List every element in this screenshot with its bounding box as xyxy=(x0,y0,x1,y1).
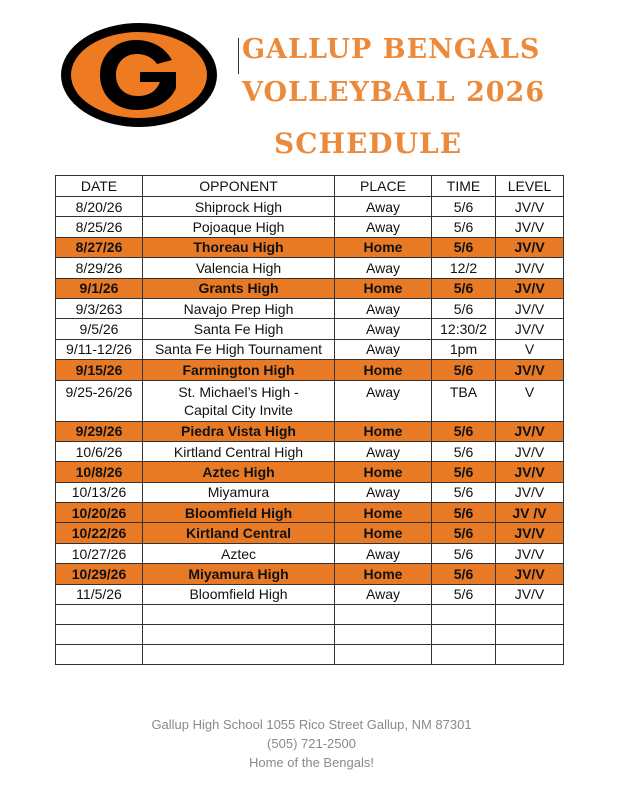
cell-date: 9/11-12/26 xyxy=(56,339,143,359)
cell-place: Home xyxy=(335,360,432,380)
cell-date: 9/29/26 xyxy=(56,421,143,441)
header-place: PLACE xyxy=(335,176,432,197)
blank-cell xyxy=(335,625,432,645)
cell-date: 8/20/26 xyxy=(56,197,143,217)
table-row xyxy=(56,441,564,461)
cell-opponent: Kirtland Central xyxy=(143,523,335,543)
cell-time: 5/6 xyxy=(432,217,496,237)
table-row xyxy=(56,543,564,563)
cell-time: 5/6 xyxy=(432,503,496,523)
cell-place: Away xyxy=(335,543,432,563)
blank-cell xyxy=(496,645,564,665)
blank-cell xyxy=(143,645,335,665)
cell-level: V xyxy=(496,380,564,421)
table-row xyxy=(56,319,564,339)
blank-cell xyxy=(56,625,143,645)
cell-place: Home xyxy=(335,523,432,543)
cell-place: Away xyxy=(335,441,432,461)
cell-level: JV/V xyxy=(496,278,564,298)
table-row xyxy=(56,298,564,318)
cell-time: 5/6 xyxy=(432,197,496,217)
cell-date: 8/27/26 xyxy=(56,237,143,257)
cell-date: 10/29/26 xyxy=(56,564,143,584)
cell-place: Away xyxy=(335,482,432,502)
cell-opponent: Bloomfield High xyxy=(143,584,335,604)
cell-place: Away xyxy=(335,258,432,278)
blank-cell xyxy=(432,605,496,625)
cell-time: 5/6 xyxy=(432,584,496,604)
cell-level: JV/V xyxy=(496,523,564,543)
cell-level: JV/V xyxy=(496,197,564,217)
cell-opponent-line-2: Capital City Invite xyxy=(184,401,293,418)
blank-cell xyxy=(143,605,335,625)
header-level: LEVEL xyxy=(496,176,564,197)
cell-place: Home xyxy=(335,421,432,441)
header-time: TIME xyxy=(432,176,496,197)
cell-time: 5/6 xyxy=(432,298,496,318)
gallup-g-logo xyxy=(60,22,218,128)
cell-date: 10/27/26 xyxy=(56,543,143,563)
cell-opponent: Pojoaque High xyxy=(143,217,335,237)
cell-opponent xyxy=(143,380,335,421)
cell-level: JV/V xyxy=(496,298,564,318)
cell-time: 5/6 xyxy=(432,237,496,257)
blank-row xyxy=(56,645,564,665)
table-row xyxy=(56,197,564,217)
table-row xyxy=(56,360,564,380)
cell-opponent: Grants High xyxy=(143,278,335,298)
table-row xyxy=(56,564,564,584)
cell-date: 10/20/26 xyxy=(56,503,143,523)
cell-place: Home xyxy=(335,278,432,298)
cell-place: Away xyxy=(335,380,432,421)
cell-place: Home xyxy=(335,237,432,257)
cell-place: Home xyxy=(335,503,432,523)
cell-time: 5/6 xyxy=(432,421,496,441)
table-row xyxy=(56,380,564,421)
footer-phone: (505) 721-2500 xyxy=(267,736,356,751)
header-opponent: OPPONENT xyxy=(143,176,335,197)
cell-level: JV/V xyxy=(496,319,564,339)
cell-date: 10/13/26 xyxy=(56,482,143,502)
cell-level: JV/V xyxy=(496,360,564,380)
table-row xyxy=(56,523,564,543)
footer xyxy=(0,715,623,772)
schedule-table xyxy=(55,175,564,665)
cell-place: Away xyxy=(335,319,432,339)
blank-cell xyxy=(335,645,432,665)
table-row xyxy=(56,462,564,482)
cell-level: JV/V xyxy=(496,421,564,441)
footer-address: Gallup High School 1055 Rico Street Gallup, NM 87301 xyxy=(151,717,472,732)
cell-place: Away xyxy=(335,197,432,217)
cell-place: Home xyxy=(335,462,432,482)
cell-time: 5/6 xyxy=(432,482,496,502)
cell-opponent: Valencia High xyxy=(143,258,335,278)
blank-cell xyxy=(335,605,432,625)
cell-place: Away xyxy=(335,339,432,359)
cell-time: 5/6 xyxy=(432,564,496,584)
cell-level: JV/V xyxy=(496,237,564,257)
cell-time: 12/2 xyxy=(432,258,496,278)
blank-cell xyxy=(56,645,143,665)
cell-level: V xyxy=(496,339,564,359)
cell-date: 9/5/26 xyxy=(56,319,143,339)
cell-date: 11/5/26 xyxy=(56,584,143,604)
footer-tagline: Home of the Bengals! xyxy=(248,755,375,770)
cell-level: JV/V xyxy=(496,217,564,237)
cell-opponent: Santa Fe High Tournament xyxy=(143,339,335,359)
cell-level: JV /V xyxy=(496,503,564,523)
cell-opponent: Miyamura High xyxy=(143,564,335,584)
cell-opponent: Kirtland Central High xyxy=(143,441,335,461)
schedule-body xyxy=(56,197,564,665)
blank-row xyxy=(56,625,564,645)
cell-level: JV/V xyxy=(496,584,564,604)
title-line-2: VOLLEYBALL 2026 xyxy=(242,77,546,108)
table-row xyxy=(56,258,564,278)
cell-date: 9/15/26 xyxy=(56,360,143,380)
cell-opponent-line-1: St. Michael’s High - xyxy=(178,383,299,400)
table-header-row xyxy=(56,176,564,197)
cell-time: 1pm xyxy=(432,339,496,359)
cell-time: 5/6 xyxy=(432,462,496,482)
cell-date: 9/25-26/26 xyxy=(56,380,143,421)
blank-cell xyxy=(56,605,143,625)
table-row xyxy=(56,237,564,257)
table-row xyxy=(56,278,564,298)
cell-date: 10/22/26 xyxy=(56,523,143,543)
cell-time: 5/6 xyxy=(432,360,496,380)
table-row xyxy=(56,584,564,604)
cell-place: Home xyxy=(335,564,432,584)
cell-place: Away xyxy=(335,584,432,604)
cell-date: 8/29/26 xyxy=(56,258,143,278)
cell-opponent: Miyamura xyxy=(143,482,335,502)
text-cursor xyxy=(238,38,239,74)
blank-row xyxy=(56,605,564,625)
cell-opponent: Shiprock High xyxy=(143,197,335,217)
title-line-3: SCHEDULE xyxy=(274,127,463,160)
table-row xyxy=(56,217,564,237)
cell-level: JV/V xyxy=(496,543,564,563)
cell-place: Away xyxy=(335,298,432,318)
cell-date: 9/3/263 xyxy=(56,298,143,318)
table-row xyxy=(56,503,564,523)
blank-cell xyxy=(432,645,496,665)
cell-opponent: Aztec High xyxy=(143,462,335,482)
cell-date: 9/1/26 xyxy=(56,278,143,298)
cell-time: 12:30/2 xyxy=(432,319,496,339)
cell-opponent: Aztec xyxy=(143,543,335,563)
cell-time: 5/6 xyxy=(432,543,496,563)
cell-level: JV/V xyxy=(496,564,564,584)
cell-time: 5/6 xyxy=(432,441,496,461)
header-date: DATE xyxy=(56,176,143,197)
cell-opponent: Thoreau High xyxy=(143,237,335,257)
blank-cell xyxy=(496,625,564,645)
cell-date: 10/8/26 xyxy=(56,462,143,482)
cell-opponent: Piedra Vista High xyxy=(143,421,335,441)
blank-cell xyxy=(496,605,564,625)
title-line-1: GALLUP BENGALS xyxy=(242,34,541,65)
blank-cell xyxy=(143,625,335,645)
table-row xyxy=(56,482,564,502)
cell-opponent: Santa Fe High xyxy=(143,319,335,339)
cell-time: TBA xyxy=(432,380,496,421)
cell-level: JV/V xyxy=(496,441,564,461)
table-row xyxy=(56,339,564,359)
cell-opponent: Farmington High xyxy=(143,360,335,380)
cell-date: 10/6/26 xyxy=(56,441,143,461)
cell-level: JV/V xyxy=(496,482,564,502)
cell-time: 5/6 xyxy=(432,523,496,543)
cell-level: JV/V xyxy=(496,258,564,278)
cell-time: 5/6 xyxy=(432,278,496,298)
table-row xyxy=(56,421,564,441)
cell-opponent: Navajo Prep High xyxy=(143,298,335,318)
blank-cell xyxy=(432,625,496,645)
cell-opponent: Bloomfield High xyxy=(143,503,335,523)
cell-date: 8/25/26 xyxy=(56,217,143,237)
cell-place: Away xyxy=(335,217,432,237)
cell-level: JV/V xyxy=(496,462,564,482)
